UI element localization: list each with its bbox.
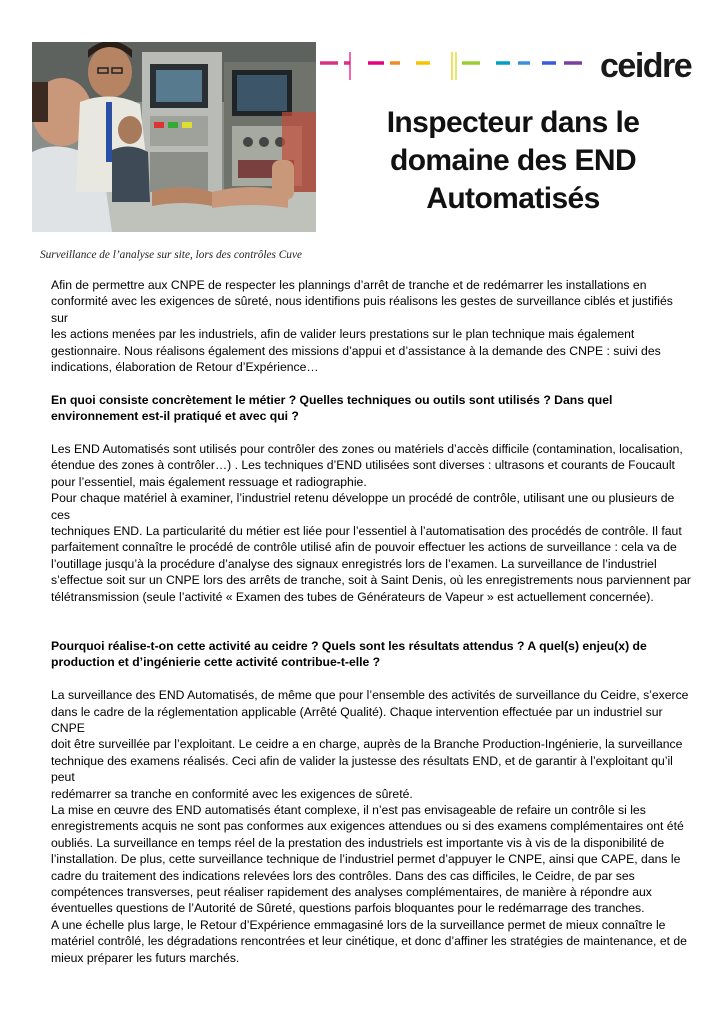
text-line: oubliés. La surveillance en temps réel de la prestation des industriels est importante vis à vis de la disponibilité de [51,835,665,850]
text-line: compétences transverses, peut réaliser rapidement des analyses complémentaires, de manière à répondre aux [51,884,652,899]
text-line: indications, élaboration de Retour d’Expérience… [51,360,319,375]
page-title [368,104,658,218]
text-line: conformité avec les exigences de sûreté, nous identifions puis réalisons les gestes de surveillance ciblés et justifiés sur [51,294,673,325]
article-body [51,277,691,966]
text-line: Pour chaque matériel à examiner, l’industriel retenu développe un procédé de contrôle, utilisant une ou plusieurs de ces [51,491,675,522]
text-line: doit être surveillée par l’exploitant. Le ceidre a en charge, auprès de la Branche Production-Ingénierie, la surveillance [51,737,683,752]
header-photo [32,42,316,232]
text-line: redémarrer sa tranche en conformité avec les exigences de sûreté. [51,786,413,801]
title-line: Automatisés [426,182,600,215]
text-line: l’installation. De plus, cette surveillance technique de l’industriel permet d’appuyer le CNPE, ainsi que CAPE, dans le [51,852,681,867]
title-line: domaine des END [389,144,637,177]
text-line: télétransmission (seule l’activité « Examen des tubes de Générateurs de Vapeur » est actuellement concernée). [51,589,654,604]
answer-paragraph-2 [51,687,691,966]
text-line: La mise en œuvre des END automatisés étant complexe, il n’est pas envisageable de refaire un contrôle si les [51,802,646,817]
text-line: production et d’ingénierie cette activité contribue-t-elle ? [51,655,381,670]
text-line: l’outillage jusqu’à la procédure d’analyse des signaux enregistrés lors de l’examen. La surveillance de l’industriel [51,556,657,571]
text-line: enregistrements acquis ne sont pas conformes aux exigences attendues ou si des examens complémentaires ont été [51,819,684,834]
text-line: étendue des zones à contrôler…) . Les techniques d’END utilisées sont diverses : ultrasons et courants de Foucault [51,458,675,473]
text-line: cadre du traitement des indications relevées lors des contrôles. Dans des cas difficiles, le Ceidre, de par ses [51,868,635,883]
text-line: les actions menées par les industriels, afin de valider leurs prestations sur le plan technique mais également [51,327,635,342]
text-line: dans le cadre de la réglementation applicable (Arrêté Qualité). Chaque intervention effectuée par un industriel sur CNPE [51,704,663,735]
text-line: éventuelles questions de l’Autorité de Sûreté, questions parfois bloquantes pour le redémarrage des tranches. [51,901,645,916]
text-line: A une échelle plus large, le Retour d’Expérience emmagasiné lors de la surveillance permet de mieux connaître le [51,917,666,932]
text-line: mieux préparer les futurs marchés. [51,950,240,965]
text-line: environnement est-il pratiqué et avec qui ? [51,409,299,424]
brand-color-bar [320,50,590,84]
intro-paragraph [51,277,691,375]
text-line: technique des examens réalisés. Ceci afin de valider la justesse des résultats END, et de garantir à l’exploitant qu’il peut [51,753,673,785]
text-line: matériel contrôlé, les dégradations rencontrées et leur cinétique, et donc d’affiner les stratégies de maintenance, et de [51,934,687,949]
text-line: Afin de permettre aux CNPE de respecter les plannings d’arrêt de tranche et de redémarrer les installations en [51,278,647,292]
photo-caption: Surveillance de l’analyse sur site, lors des contrôles Cuve [40,249,302,261]
text-line: gestionnaire. Nous réalisons également des missions d’appui et d’assistance à la demande des CNPE : suivi des [51,343,661,358]
text-line: Les END Automatisés sont utilisés pour contrôler des zones ou matériels d’accès difficile (contamination, localisation, [51,442,683,457]
answer-paragraph-1 [51,441,691,605]
text-line: parfaitement connaître le procédé de contrôle utilisé afin de pouvoir effectuer les actions de surveillance : cela va de [51,540,677,555]
text-line: En quoi consiste concrètement le métier ? Quelles techniques ou outils sont utilisés ? Dans quel [51,392,613,407]
technicians-photo-illustration [32,42,316,232]
text-line: s’effectue soit sur un CNPE lors des arrêts de tranche, soit à Saint Denis, où les enregistrements nous parviennent par [51,573,691,588]
text-line: La surveillance des END Automatisés, de même que pour l’ensemble des activités de surveillance du Ceidre, s’exerce [51,688,689,703]
text-line: Pourquoi réalise-t-on cette activité au ceidre ? Quels sont les résultats attendus ? A quel(s) enjeu(x) de [51,638,647,653]
text-line: pour l’essentiel, mais également ressuage et radiographie. [51,474,367,489]
question-heading-1 [51,392,691,425]
title-line: Inspecteur dans le [386,106,640,139]
question-heading-2 [51,638,691,671]
text-line: techniques END. La particularité du métier est liée pour l’essentiel à l’automatisation des procédés de contrôle. Il faut [51,524,682,539]
ceidre-logo: ceidre [600,47,692,85]
